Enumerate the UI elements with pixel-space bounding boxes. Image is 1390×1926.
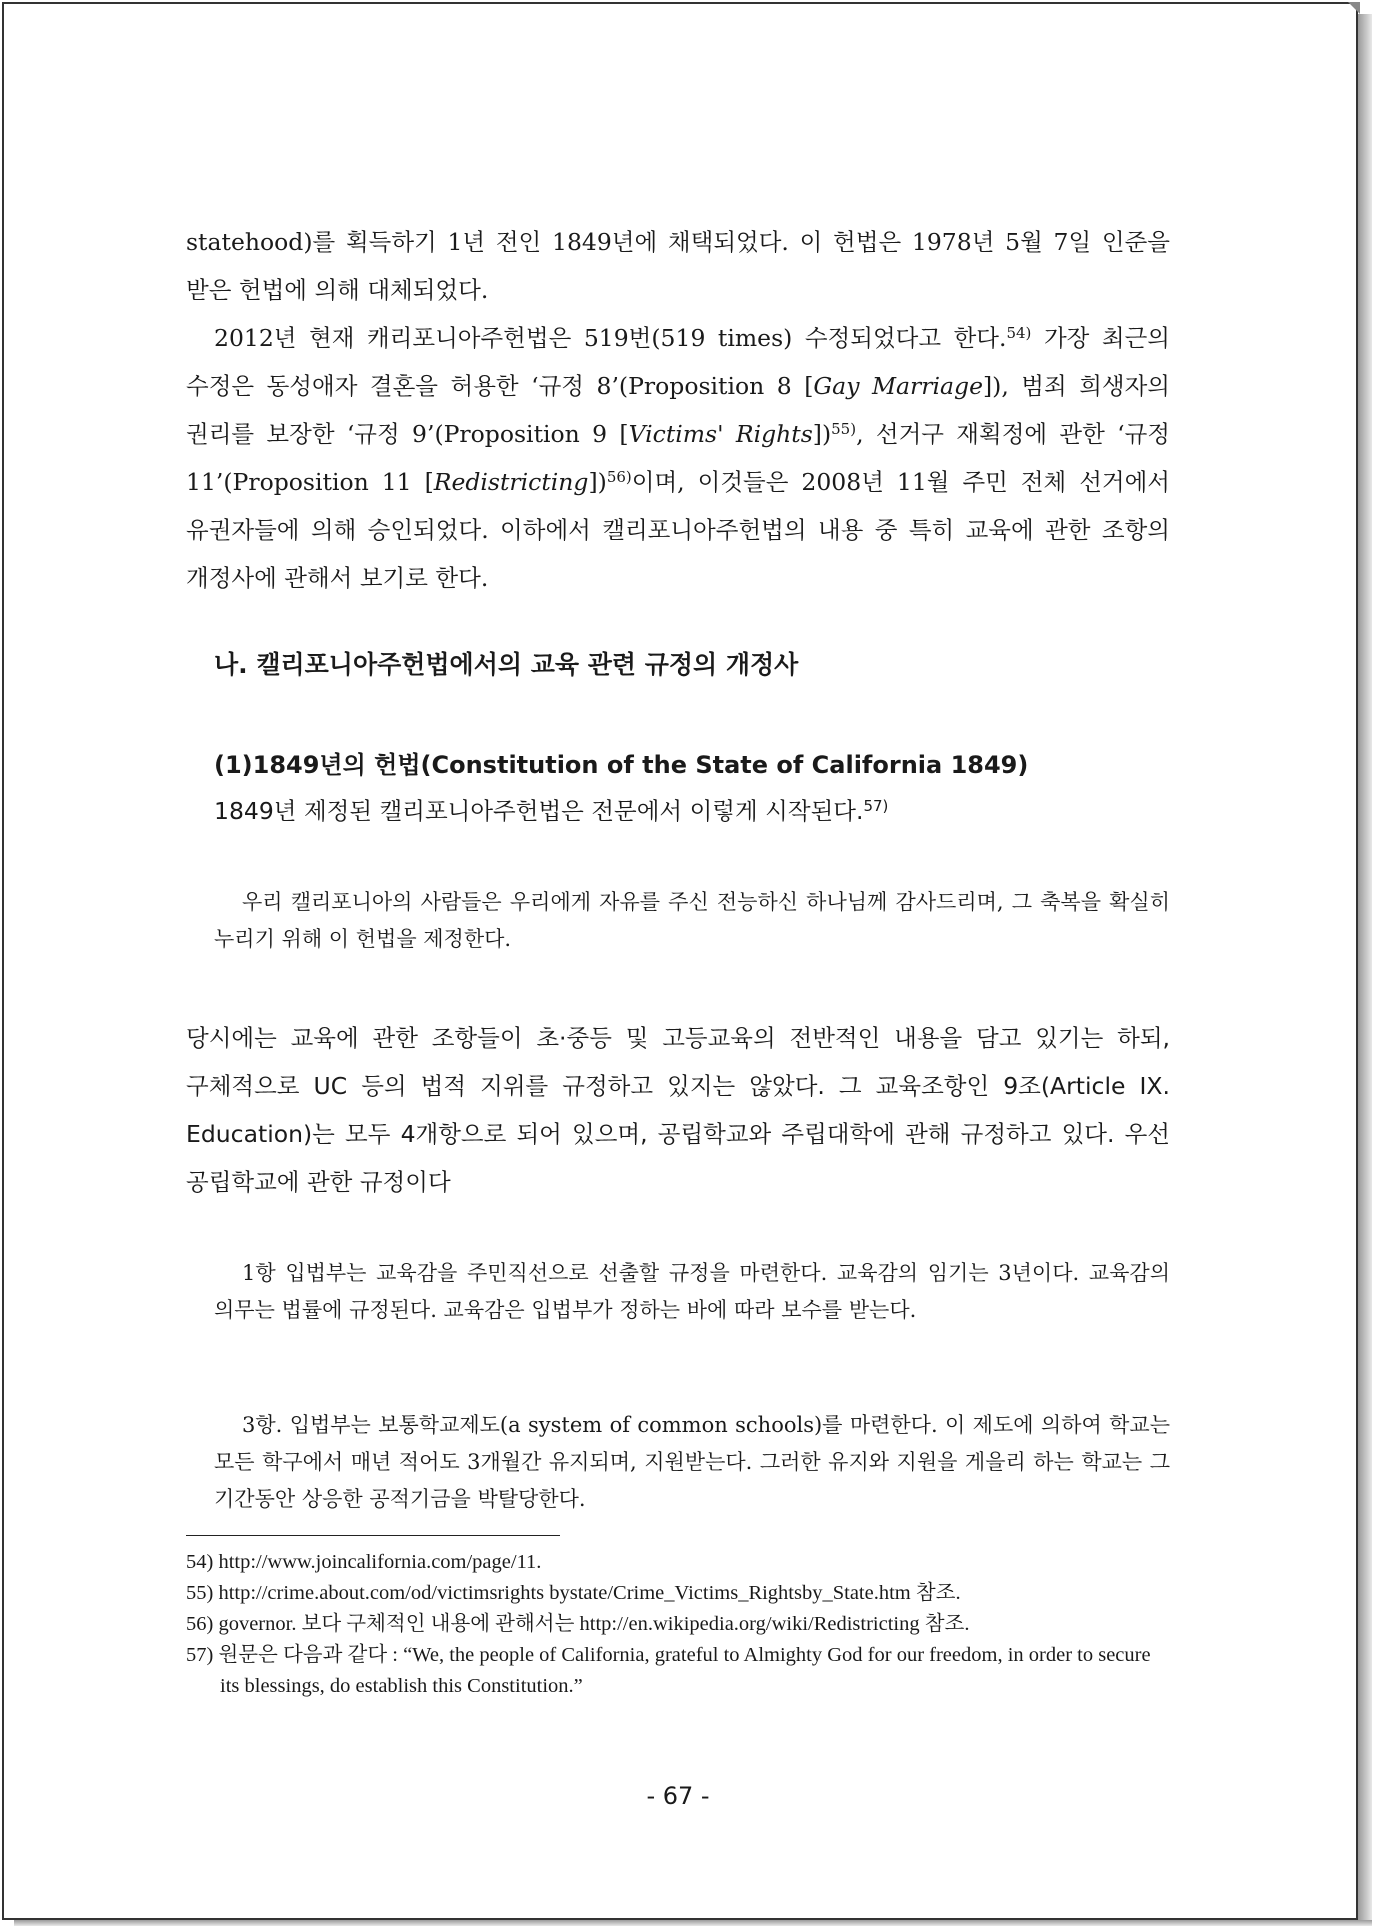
page-shadow-bottom [14,1920,1372,1926]
amend-text-3: ]), 범죄 희생자의 권리를 보장한 ‘규정 9’(Proposition 9 [ [186,372,1170,448]
quote-section-3 [214,1407,1170,1518]
footnote-56: 56) governor. 보다 구체적인 내용에 관해서는 http://en.wikipedia.org/wiki/Redistricting 참조. [186,1613,970,1635]
quote-section-1 [214,1255,1170,1329]
preamble-intro-text: 1849년 제정된 캘리포니아주헌법은 전문에서 이렇게 시작된다. [214,797,864,825]
footnote-55: 55) http://crime.about.com/od/victimsrights bystate/Crime_Victims_Rightsby_State.htm 참조. [186,1582,961,1604]
footnote-ref-55: 55) [831,420,857,438]
quote-preamble [214,884,1170,958]
amend-text-1: 2012년 현재 캐리포니아주헌법은 519번(519 times) 수정되었다고 한다. [214,324,1007,352]
paragraph-preamble-intro [214,787,1170,835]
quote-section-3-text: 3항. 입법부는 보통학교제도(a system of common schools)를 마련한다. 이 제도에 의하여 학교는 모든 학구에서 매년 적어도 3개월간 유지되며, 지원받는다. 그러한 유지와 지원을 게을리 하는 학교는 그 기간동안 상응한 공적기금을 박탈당한다. [214,1413,1170,1511]
amend-text-4: ]) [812,420,832,448]
page-shadow [1358,14,1372,1924]
footnote-ref-56: 56) [606,468,632,486]
amend-text-6: ]) [588,468,607,496]
amend-text-2: 가장 최근의 수정은 동성애자 결혼을 허용한 ‘규정 8’(Proposition 8 [ [186,324,1170,400]
section-heading: 나. 캘리포니아주헌법에서의 교육 관련 규정의 개정사 [214,650,799,679]
subsection-heading: (1)1849년의 헌법(Constitution of the State of California 1849) [214,751,1029,779]
paragraph-education-article: 당시에는 교육에 관한 조항들이 초·중등 및 고등교육의 전반적인 내용을 담고 있기는 하되, 구체적으로 UC 등의 법적 지위를 규정하고 있지는 않았다. 그 교육조항인 9조(Article IX. Education)는 모두 4개항으로 되어 있으며, 공립학교와 주립대학에 관해 규정하고 있다. 우선 공립학교에 관한 규정이다 [186,1024,1170,1196]
paragraph-amendments [186,314,1170,602]
paragraph-intro: statehood)를 획득하기 1년 전인 1849년에 채택되었다. 이 헌법은 1978년 5월 7일 인준을 받은 헌법에 의해 대체되었다. [186,228,1170,304]
footnote-57: 57) 원문은 다음과 같다 : “We, the people of California, grateful to Almighty God for our freedom, in order to secure its blessings, do establish this Constitution.” [186,1644,1151,1697]
quote-preamble-text: 우리 캘리포니아의 사람들은 우리에게 자유를 주신 전능하신 하나님께 감사드리며, 그 축복을 확실히 누리기 위해 이 헌법을 제정한다. [214,890,1170,951]
footnote-54: 54) http://www.joincalifornia.com/page/11. [186,1551,542,1573]
amend-italic-gay-marriage: Gay Marriage [813,372,983,400]
amend-italic-victims-rights: Victims' Rights [628,420,813,448]
page-number: - 67 - [646,1782,710,1810]
footnote-ref-54: 54) [1006,324,1032,342]
amend-text-7: 이며, 이것들은 2008년 11월 주민 전체 선거에서 유권자들에 의해 승인되었다. 이하에서 캘리포니아주헌법의 내용 중 특히 교육에 관한 조항의 개정사에 관해서 보기로 한다. [186,468,1170,592]
footnote-ref-57: 57) [863,797,889,815]
quote-section-1-text: 1항 입법부는 교육감을 주민직선으로 선출할 규정을 마련한다. 교육감의 임기는 3년이다. 교육감의 의무는 법률에 규정된다. 교육감은 입법부가 정하는 바에 따라 보수를 받는다. [214,1261,1170,1322]
amend-text-5: , 선거구 재획정에 관한 ‘규정 11’(Proposition 11 [ [186,420,1171,496]
footnote-divider [186,1535,560,1536]
footnotes [186,1547,1170,1702]
amend-italic-redistricting: Redistricting [433,468,589,496]
page-corner-fold [1348,2,1360,14]
